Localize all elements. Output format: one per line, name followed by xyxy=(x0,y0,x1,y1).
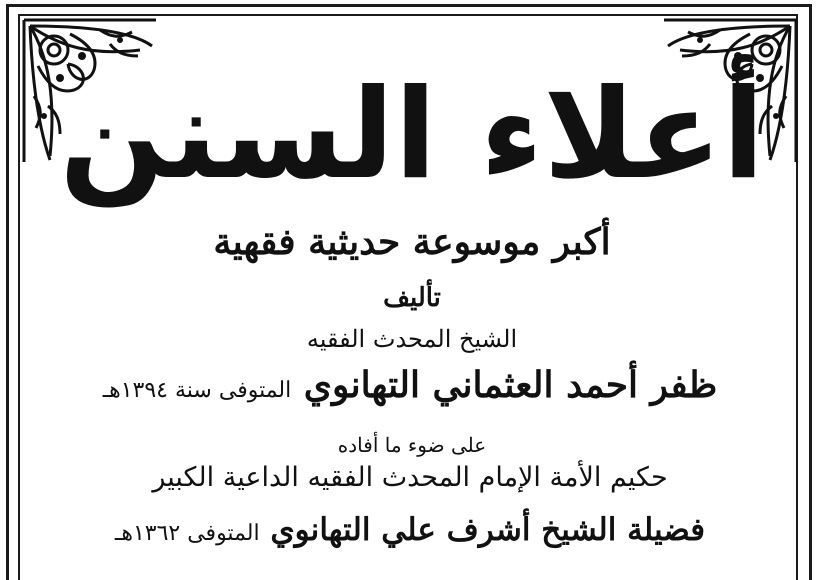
author-line xyxy=(40,362,780,414)
teacher-line xyxy=(40,508,780,556)
author-name: ظفر أحمد العثماني التهانوي xyxy=(303,364,718,406)
teacher-death-date: المتوفى ١٣٦٢هـ xyxy=(114,521,260,546)
author-honorific: الشيخ المحدث الفقيه xyxy=(306,325,518,353)
author-death-date: المتوفى سنة ١٣٩٤هـ xyxy=(102,378,292,403)
authored-by-label: تأليف xyxy=(383,283,441,313)
benefit-label: على ضوء ما أفاده xyxy=(337,433,487,457)
teacher-honorific: حكيم الأمة الإمام المحدث الفقيه الداعية الكبير xyxy=(152,462,668,493)
book-title: أعلاء السنن xyxy=(59,63,765,207)
book-subtitle: أكبر موسوعة حديثية فقهية xyxy=(213,221,611,263)
teacher-name: فضيلة الشيخ أشرف علي التهانوي xyxy=(270,512,706,548)
